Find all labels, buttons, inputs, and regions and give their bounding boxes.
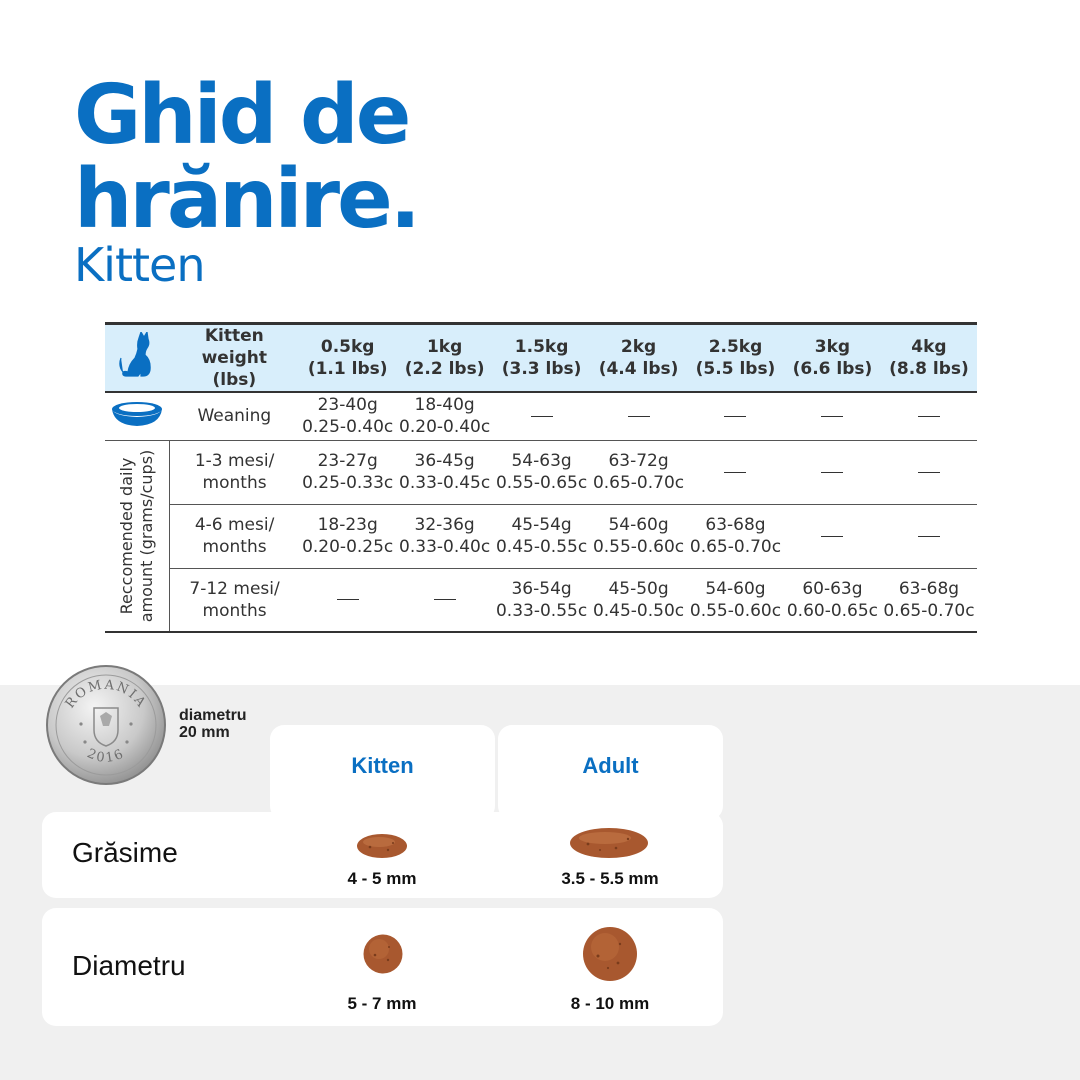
cat-icon <box>117 332 157 378</box>
table-cell: 63-72g 0.65-0.70c <box>592 451 685 493</box>
kitten-kibble-top-image <box>362 933 404 975</box>
header-weight-col: 0.5kg (1.1 lbs) <box>307 337 388 379</box>
dash-mark <box>434 599 456 600</box>
side-label: Reccomended daily amount (grams/cups) <box>116 449 156 623</box>
title-block <box>74 68 418 292</box>
adult-kibble-top-image <box>582 926 638 982</box>
age-label: 4-6 mesi/ months <box>194 515 275 557</box>
page-title-line1: Ghid de <box>74 68 409 163</box>
feeding-table <box>105 322 977 633</box>
header-weight-label: Kitten weight (lbs) <box>201 326 268 390</box>
age-label: 7-12 mesi/ months <box>189 578 280 621</box>
food-bowl-icon <box>110 399 164 429</box>
dash-mark <box>821 472 843 473</box>
dash-mark <box>724 472 746 473</box>
table-cell: 23-40g 0.25-0.40c <box>302 395 394 438</box>
table-cell-empty <box>881 440 977 504</box>
table-cell: 18-40g 0.20-0.40c <box>399 395 491 438</box>
dash-mark <box>918 472 940 473</box>
adult-fat-size: 3.5 - 5.5 mm <box>561 869 659 888</box>
header-weight-col: 2kg (4.4 lbs) <box>598 337 679 379</box>
svg-text:2016: 2016 <box>84 746 128 767</box>
coin-caption: diametru 20 mm <box>179 707 247 741</box>
fat-row-card <box>42 812 723 898</box>
table-cell-empty <box>396 568 493 632</box>
diameter-row-card <box>42 908 723 1026</box>
age-label: 1-3 mesi/ months <box>194 451 275 493</box>
table-cell: 54-63g 0.55-0.65c <box>495 451 588 493</box>
dash-mark <box>628 416 650 417</box>
header-weight-col: 1kg (2.2 lbs) <box>404 337 485 379</box>
table-cell-empty <box>299 568 396 632</box>
adult-kibble-side-image <box>568 824 650 860</box>
table-cell: 36-54g 0.33-0.55c <box>495 578 588 621</box>
table-cell: 45-50g 0.45-0.50c <box>592 578 685 621</box>
table-cell: 54-60g 0.55-0.60c <box>689 578 782 621</box>
table-cell-empty <box>687 392 784 440</box>
table-cell: 45-54g 0.45-0.55c <box>495 515 588 557</box>
adult-diameter-size: 8 - 10 mm <box>570 994 650 1013</box>
table-cell: 18-23g 0.20-0.25c <box>302 515 394 557</box>
kitten-column-title: Kitten <box>351 753 414 778</box>
dash-mark <box>918 536 940 537</box>
side-label-cell <box>105 440 169 632</box>
table-row-age <box>105 504 977 568</box>
table-cell: 36-45g 0.33-0.45c <box>399 451 491 493</box>
table-cell-empty <box>784 504 881 568</box>
table-cell: 63-68g 0.65-0.70c <box>689 515 782 557</box>
table-row-weaning <box>105 392 977 440</box>
table-cell-empty <box>881 504 977 568</box>
header-weight-col: 4kg (8.8 lbs) <box>889 337 969 379</box>
table-row-age <box>105 440 977 504</box>
table-cell-empty <box>881 392 977 440</box>
header-weight-col: 2.5kg (5.5 lbs) <box>695 337 776 379</box>
kitten-kibble-side-image <box>355 830 409 860</box>
table-cell-empty <box>784 392 881 440</box>
diameter-row-label: Diametru <box>72 950 186 981</box>
weaning-icon-cell <box>105 392 169 440</box>
adult-column-header <box>498 725 723 820</box>
header-weight-col: 3kg (6.6 lbs) <box>792 337 873 379</box>
dash-mark <box>918 416 940 417</box>
table-cell: 32-36g 0.33-0.40c <box>399 515 491 557</box>
dash-mark <box>724 416 746 417</box>
kitten-diameter-size: 5 - 7 mm <box>347 994 417 1013</box>
table-cell: 23-27g 0.25-0.33c <box>302 451 394 493</box>
table-cell-empty <box>493 392 590 440</box>
kitten-column-header <box>270 725 495 820</box>
dash-mark <box>337 599 359 600</box>
table-cell: 63-68g 0.65-0.70c <box>883 578 975 621</box>
fat-row-label: Grăsime <box>72 837 178 868</box>
dash-mark <box>821 536 843 537</box>
table-cell-empty <box>687 440 784 504</box>
page-subtitle: Kitten <box>74 238 205 292</box>
table-cell-empty <box>784 440 881 504</box>
kitten-fat-size: 4 - 5 mm <box>347 869 417 888</box>
weaning-label: Weaning <box>197 406 272 427</box>
coin-image <box>45 664 167 786</box>
adult-column-title: Adult <box>582 753 639 778</box>
dash-mark <box>531 416 553 417</box>
table-cell-empty <box>590 392 687 440</box>
page-title-line2: hrănire. <box>74 152 418 247</box>
table-cell: 54-60g 0.55-0.60c <box>592 515 685 557</box>
table-header-row <box>105 324 977 393</box>
header-icon-cell <box>105 324 169 393</box>
svg-text:ROMANIA: ROMANIA <box>62 677 150 712</box>
table-row-age <box>105 568 977 632</box>
header-weight-col: 1.5kg (3.3 lbs) <box>501 337 582 379</box>
dash-mark <box>821 416 843 417</box>
table-cell: 60-63g 0.60-0.65c <box>786 578 879 621</box>
